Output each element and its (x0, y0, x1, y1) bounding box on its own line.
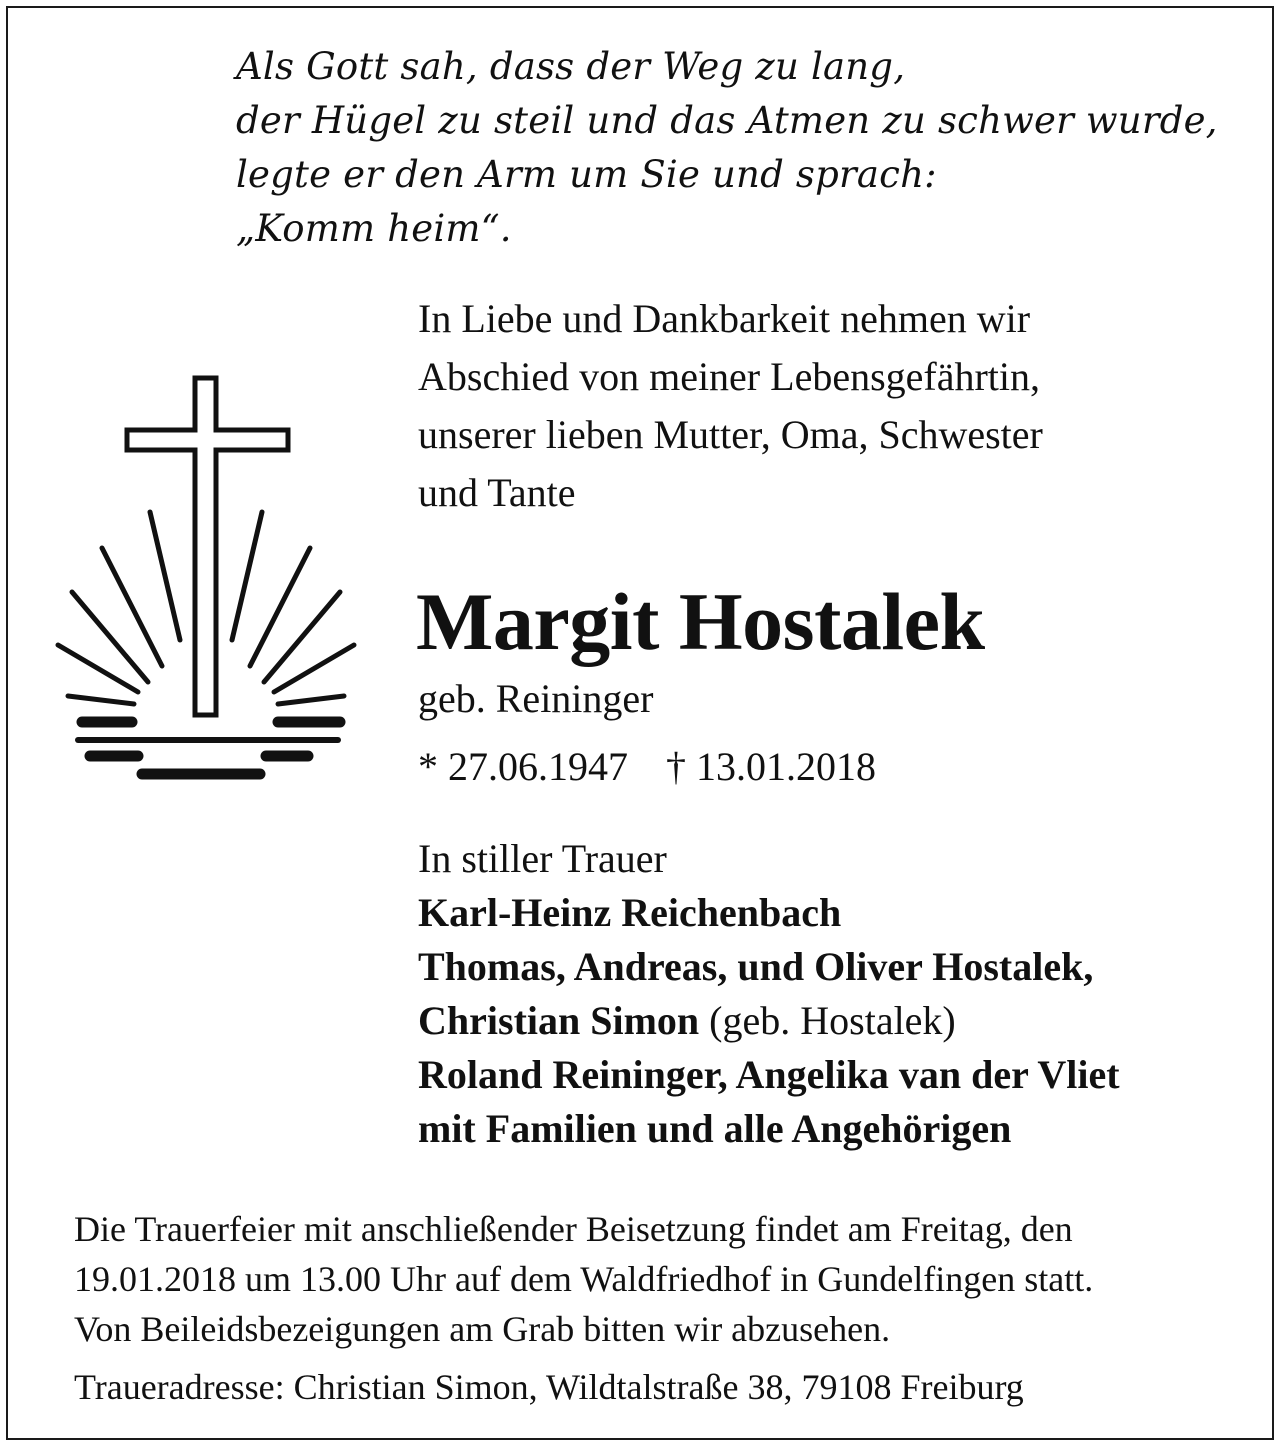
birth-date: * 27.06.1947 (418, 744, 628, 789)
mourner-line (418, 994, 1258, 1048)
poem-line: der Hügel zu steil und das Atmen zu schwer wurde, (236, 99, 1218, 142)
maiden-name: geb. Reininger (418, 676, 654, 721)
mourner-line: mit Familien und alle Angehörigen (418, 1106, 1012, 1151)
mourner-line: Roland Reininger, Angelika van der Vliet (418, 1052, 1120, 1097)
mourner-note: (geb. Hostalek) (699, 998, 956, 1043)
poem-line: legte er den Arm um Sie und sprach: (236, 153, 937, 196)
poem-line: Als Gott sah, dass der Weg zu lang, (236, 45, 906, 88)
intro-line: Abschied von meiner Lebensgefährtin, (418, 354, 1041, 399)
mourners-list (418, 832, 1258, 1156)
deceased-name: Margit Hostalek (416, 576, 985, 667)
mourner-line: Thomas, Andreas, und Oliver Hostalek, (418, 944, 1094, 989)
ceremony-line: Von Beileidsbezeigungen am Grab bitten wir abzusehen. (74, 1309, 891, 1349)
intro-line: unserer lieben Mutter, Oma, Schwester (418, 412, 1043, 457)
life-dates (418, 740, 876, 794)
ceremony-info (74, 1204, 1254, 1354)
cross-with-rising-sun-icon (50, 370, 370, 790)
intro-text (418, 290, 1238, 522)
mourning-address: Traueradresse: Christian Simon, Wildtalstraße 38, 79108 Freiburg (74, 1367, 1024, 1407)
intro-line: In Liebe und Dankbarkeit nehmen wir (418, 296, 1031, 341)
mourner-name: Christian Simon (418, 998, 700, 1043)
poem (236, 40, 1236, 256)
intro-line: und Tante (418, 470, 576, 515)
ceremony-line: 19.01.2018 um 13.00 Uhr auf dem Waldfriedhof in Gundelfingen statt. (74, 1259, 1094, 1299)
poem-line: „Komm heim“. (236, 207, 512, 250)
death-date: † 13.01.2018 (666, 744, 876, 789)
ceremony-line: Die Trauerfeier mit anschließender Beisetzung findet am Freitag, den (74, 1209, 1073, 1249)
mourners-heading: In stiller Trauer (418, 836, 667, 881)
mourner-line: Karl-Heinz Reichenbach (418, 890, 842, 935)
